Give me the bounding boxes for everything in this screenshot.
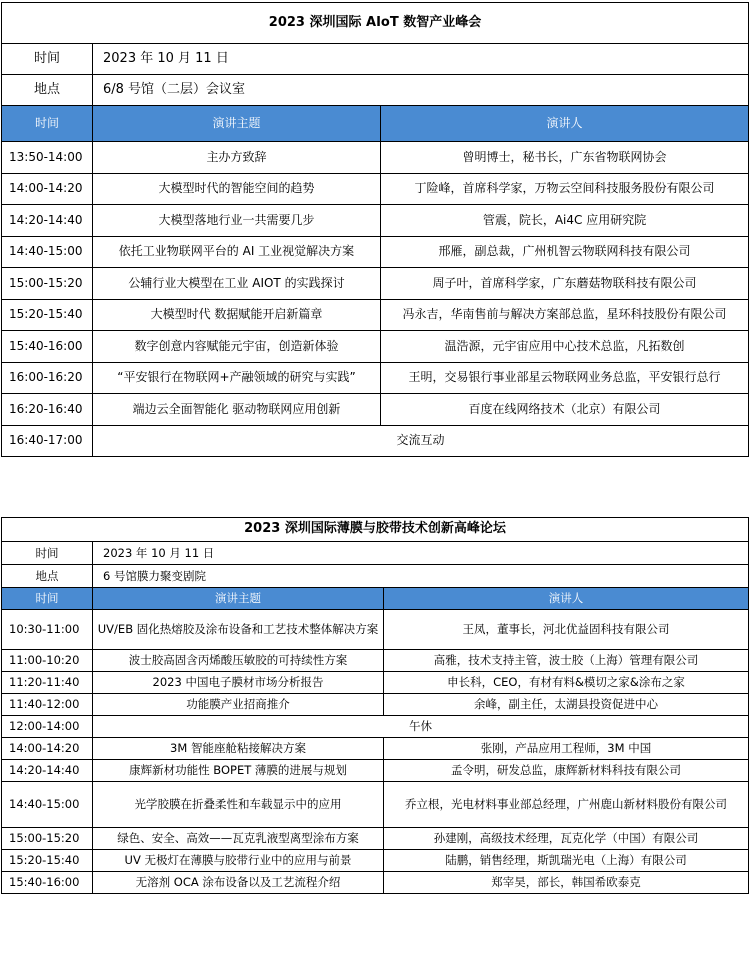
table-row <box>2 142 749 174</box>
row-topic: “平安银行在物联网+产融领域的研究与实践” <box>93 362 381 394</box>
table-row <box>2 650 749 672</box>
table-row <box>2 716 749 738</box>
row-time: 14:00-14:20 <box>2 738 93 760</box>
row-topic: 依托工业物联网平台的 AI 工业视觉解决方案 <box>93 236 381 268</box>
row-topic: 无溶剂 OCA 涂布设备以及工艺流程介绍 <box>93 872 384 894</box>
row-time: 14:00-14:20 <box>2 173 93 205</box>
row-time: 15:40-16:00 <box>2 872 93 894</box>
row-topic: 光学胶膜在折叠柔性和车载显示中的应用 <box>93 782 384 828</box>
table-row <box>2 205 749 237</box>
table-row <box>2 738 749 760</box>
row-topic: 大模型落地行业一共需要几步 <box>93 205 381 237</box>
row-speaker: 孟令明，研发总监，康辉新材料科技有限公司 <box>384 760 749 782</box>
date-value: 2023 年 10 月 11 日 <box>93 44 749 75</box>
place-value: 6/8 号馆（二层）会议室 <box>93 75 749 106</box>
row-topic: 端边云全面智能化 驱动物联网应用创新 <box>93 394 381 426</box>
row-speaker: 曾明博士，秘书长，广东省物联网协会 <box>381 142 749 174</box>
table-row <box>2 236 749 268</box>
row-speaker: 丁险峰，首席科学家，万物云空间科技服务股份有限公司 <box>381 173 749 205</box>
table-row <box>2 394 749 426</box>
row-speaker: 陆鹏，销售经理，斯凯瑞光电（上海）有限公司 <box>384 850 749 872</box>
row-speaker: 孙建刚，高级技术经理，瓦克化学（中国）有限公司 <box>384 828 749 850</box>
table-row <box>2 331 749 363</box>
row-topic: 公辅行业大模型在工业 AIOT 的实践探讨 <box>93 268 381 300</box>
row-topic: 大模型时代 数据赋能开启新篇章 <box>93 299 381 331</box>
date-value: 2023 年 10 月 11 日 <box>93 542 749 565</box>
row-time: 11:20-11:40 <box>2 672 93 694</box>
row-speaker: 百度在线网络技术（北京）有限公司 <box>381 394 749 426</box>
row-time: 14:40-15:00 <box>2 782 93 828</box>
row-topic: 主办方致辞 <box>93 142 381 174</box>
table-row <box>2 760 749 782</box>
row-speaker: 余峰，副主任，太湖县投资促进中心 <box>384 694 749 716</box>
table-row <box>2 672 749 694</box>
row-speaker: 温浩源，元宇宙应用中心技术总监，凡拓数创 <box>381 331 749 363</box>
row-topic: 波士胶高固含丙烯酸压敏胶的可持续性方案 <box>93 650 384 672</box>
row-time: 16:40-17:00 <box>2 425 93 457</box>
row-time: 14:20-14:40 <box>2 760 93 782</box>
table-row <box>2 610 749 650</box>
row-time: 11:40-12:00 <box>2 694 93 716</box>
table-row <box>2 299 749 331</box>
row-time: 14:20-14:40 <box>2 205 93 237</box>
row-topic: UV/EB 固化热熔胶及涂布设备和工艺技术整体解决方案 <box>93 610 384 650</box>
place-value: 6 号馆膜力聚变剧院 <box>93 565 749 588</box>
row-topic: 功能膜产业招商推介 <box>93 694 384 716</box>
row-speaker: 高雅，技术支持主管，波士胶（上海）管理有限公司 <box>384 650 749 672</box>
row-topic: 数字创意内容赋能元宇宙，创造新体验 <box>93 331 381 363</box>
aiot-summit-table <box>1 2 749 457</box>
row-speaker: 张刚，产品应用工程师，3M 中国 <box>384 738 749 760</box>
row-time: 15:00-15:20 <box>2 828 93 850</box>
row-speaker: 邢雁，副总裁，广州机智云物联网科技有限公司 <box>381 236 749 268</box>
row-topic: UV 无极灯在薄膜与胶带行业中的应用与前景 <box>93 850 384 872</box>
table-title: 2023 深圳国际薄膜与胶带技术创新高峰论坛 <box>2 518 749 542</box>
table-row <box>2 268 749 300</box>
table-row <box>2 362 749 394</box>
table-row <box>2 425 749 457</box>
closing-text: 交流互动 <box>93 425 749 457</box>
row-speaker: 周子叶，首席科学家，广东蘑菇物联科技有限公司 <box>381 268 749 300</box>
table-row <box>2 850 749 872</box>
row-time: 14:40-15:00 <box>2 236 93 268</box>
header-topic: 演讲主题 <box>93 106 381 142</box>
row-speaker: 冯永吉，华南售前与解决方案部总监，星环科技股份有限公司 <box>381 299 749 331</box>
row-topic: 绿色、安全、高效——瓦克乳液型离型涂布方案 <box>93 828 384 850</box>
row-time: 15:00-15:20 <box>2 268 93 300</box>
row-time: 15:40-16:00 <box>2 331 93 363</box>
row-speaker: 管震，院长，Ai4C 应用研究院 <box>381 205 749 237</box>
row-speaker: 王凤，董事长，河北优益固科技有限公司 <box>384 610 749 650</box>
header-time: 时间 <box>2 588 93 610</box>
row-speaker: 乔立根，光电材料事业部总经理，广州鹿山新材料股份有限公司 <box>384 782 749 828</box>
table-title: 2023 深圳国际 AIoT 数智产业峰会 <box>2 3 749 44</box>
row-topic: 2023 中国电子膜材市场分析报告 <box>93 672 384 694</box>
film-tape-forum-table <box>1 517 749 894</box>
date-label: 时间 <box>2 542 93 565</box>
row-speaker: 王明，交易银行事业部星云物联网业务总监，平安银行总行 <box>381 362 749 394</box>
row-topic: 3M 智能座舱粘接解决方案 <box>93 738 384 760</box>
table-row <box>2 828 749 850</box>
header-time: 时间 <box>2 106 93 142</box>
date-label: 时间 <box>2 44 93 75</box>
row-topic: 大模型时代的智能空间的趋势 <box>93 173 381 205</box>
row-time: 15:20-15:40 <box>2 299 93 331</box>
table-row <box>2 694 749 716</box>
header-topic: 演讲主题 <box>93 588 384 610</box>
table-row <box>2 872 749 894</box>
row-time: 16:20-16:40 <box>2 394 93 426</box>
row-time: 10:30-11:00 <box>2 610 93 650</box>
row-time: 12:00-14:00 <box>2 716 93 738</box>
row-speaker: 申长科，CEO，有材有料&模切之家&涂布之家 <box>384 672 749 694</box>
place-label: 地点 <box>2 565 93 588</box>
row-time: 15:20-15:40 <box>2 850 93 872</box>
table-row <box>2 173 749 205</box>
table-row <box>2 782 749 828</box>
row-time: 13:50-14:00 <box>2 142 93 174</box>
place-label: 地点 <box>2 75 93 106</box>
header-speaker: 演讲人 <box>384 588 749 610</box>
row-time: 11:00-10:20 <box>2 650 93 672</box>
lunch-text: 午休 <box>93 716 749 738</box>
row-speaker: 郑宰昊，部长，韩国希欧泰克 <box>384 872 749 894</box>
header-speaker: 演讲人 <box>381 106 749 142</box>
row-time: 16:00-16:20 <box>2 362 93 394</box>
row-topic: 康辉新材功能性 BOPET 薄膜的进展与规划 <box>93 760 384 782</box>
